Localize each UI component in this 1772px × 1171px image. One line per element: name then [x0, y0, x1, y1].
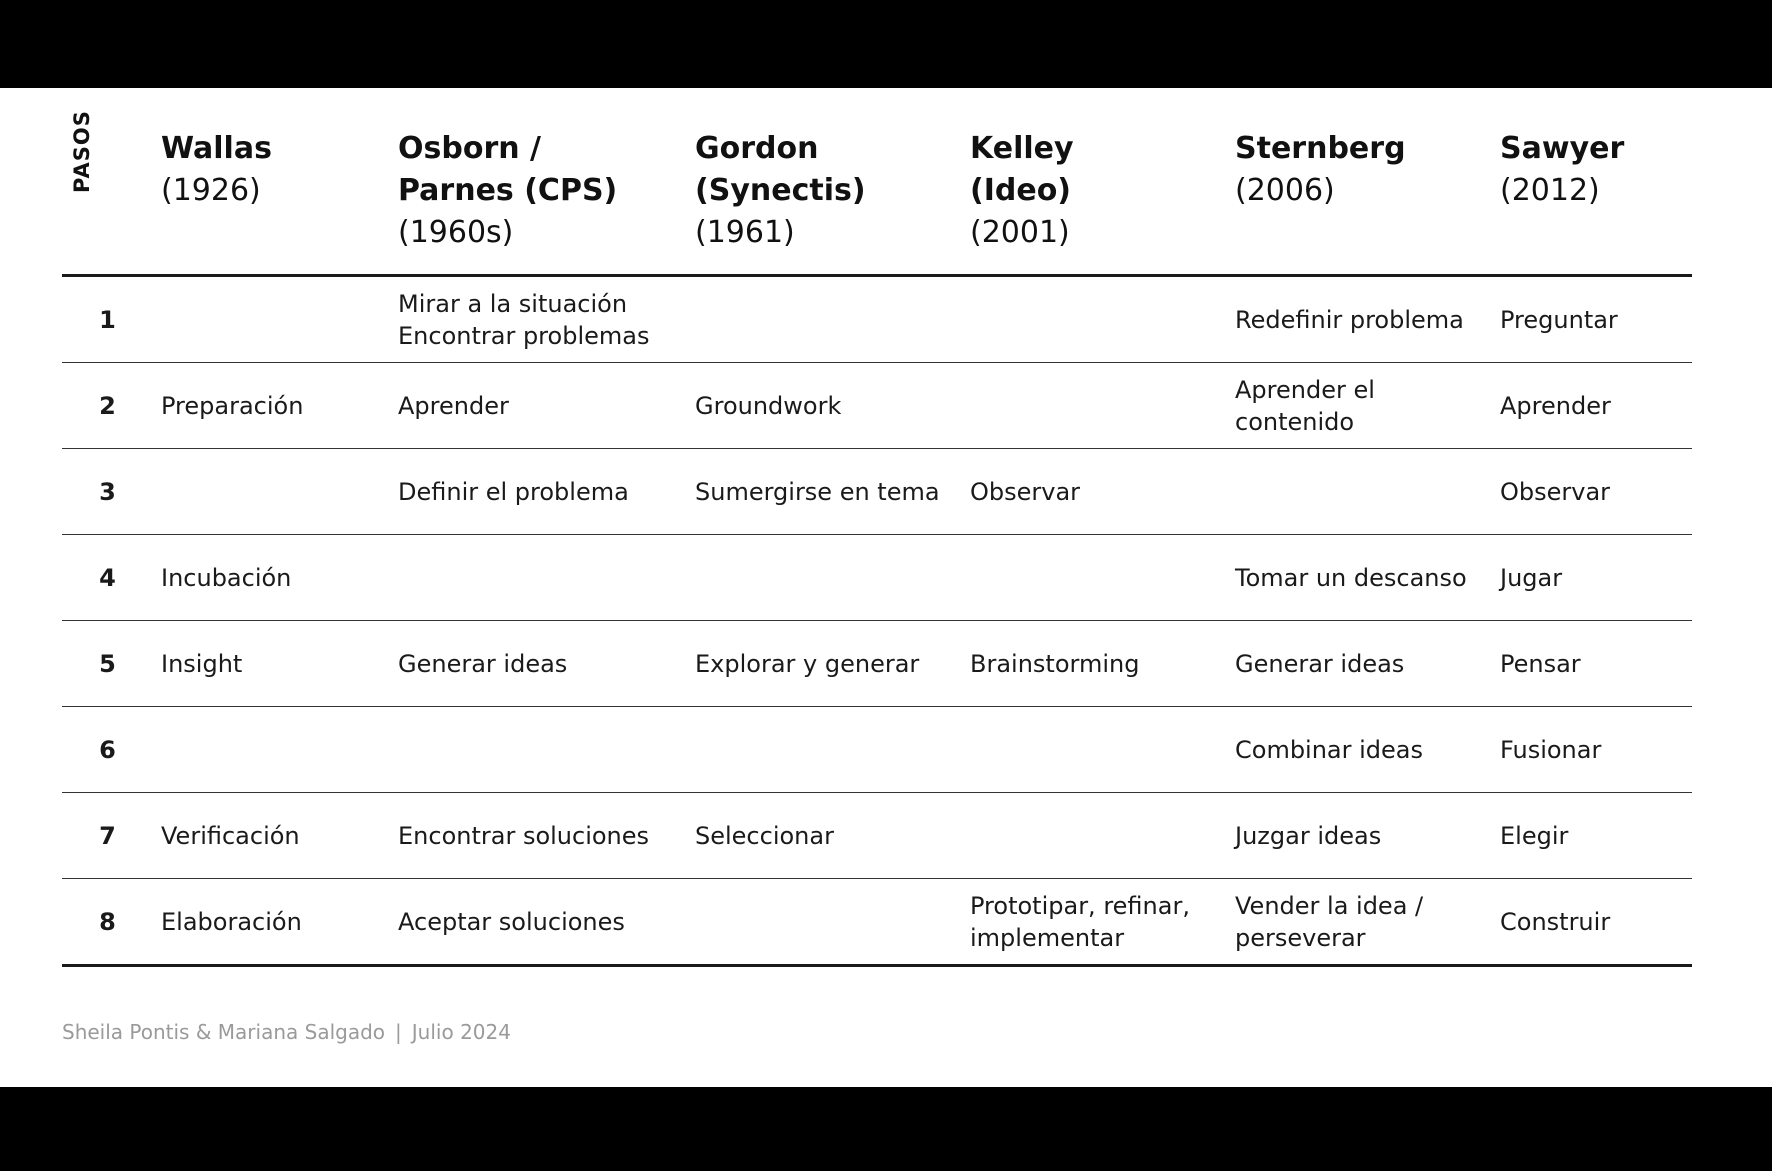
- author-header-wallas: [161, 128, 398, 276]
- table-row: [62, 363, 1692, 449]
- step-number: 5: [62, 621, 161, 707]
- table-cell: Preparación: [161, 363, 398, 449]
- table-cell: Juzgar ideas: [1235, 793, 1500, 879]
- table-cell: Tomar un descanso: [1235, 535, 1500, 621]
- footer-separator: |: [395, 1020, 402, 1044]
- table-cell: Observar: [970, 449, 1235, 535]
- author-year: (1961): [695, 215, 795, 250]
- table-cell: Sumergirse en tema: [695, 449, 970, 535]
- table-cell: Brainstorming: [970, 621, 1235, 707]
- step-number: 1: [62, 276, 161, 363]
- table-cell: [695, 535, 970, 621]
- table-cell: Insight: [161, 621, 398, 707]
- table-cell: [161, 276, 398, 363]
- table-cell: Construir: [1500, 879, 1692, 966]
- table-cell: Pensar: [1500, 621, 1692, 707]
- table-cell: [970, 276, 1235, 363]
- table-cell: [398, 707, 695, 793]
- table-row: [62, 535, 1692, 621]
- author-year: (2006): [1235, 173, 1335, 208]
- footer-authors: Sheila Pontis & Mariana Salgado: [62, 1020, 386, 1044]
- table-row: [62, 621, 1692, 707]
- table-row: [62, 449, 1692, 535]
- author-name: Kelley (Ideo): [970, 131, 1074, 208]
- table-cell: Definir el problema: [398, 449, 695, 535]
- step-number: 7: [62, 793, 161, 879]
- table-cell: [695, 707, 970, 793]
- table-cell: Prototipar, refinar, implementar: [970, 879, 1235, 966]
- footer-date: Julio 2024: [411, 1020, 511, 1044]
- document-page: [0, 88, 1772, 1087]
- table-cell: Elaboración: [161, 879, 398, 966]
- table-cell: Groundwork: [695, 363, 970, 449]
- table-cell: Fusionar: [1500, 707, 1692, 793]
- creative-process-steps-table: [62, 110, 1692, 967]
- table-cell: Aprender: [1500, 363, 1692, 449]
- author-year: (2012): [1500, 173, 1600, 208]
- author-year: (2001): [970, 215, 1070, 250]
- author-header-kelley: [970, 128, 1235, 276]
- bottom-black-bar: [0, 1087, 1772, 1171]
- table-cell: [970, 793, 1235, 879]
- top-black-bar: [0, 0, 1772, 88]
- table-cell: Combinar ideas: [1235, 707, 1500, 793]
- table-cell: Generar ideas: [1235, 621, 1500, 707]
- step-number: 6: [62, 707, 161, 793]
- author-header-gordon: [695, 128, 970, 276]
- step-number: 2: [62, 363, 161, 449]
- step-number: 8: [62, 879, 161, 966]
- table-cell: Observar: [1500, 449, 1692, 535]
- table-cell: Seleccionar: [695, 793, 970, 879]
- table-cell: Generar ideas: [398, 621, 695, 707]
- footer-credit: [62, 1020, 511, 1044]
- table-cell: Verificación: [161, 793, 398, 879]
- header-row: [62, 128, 1692, 276]
- table-cell: [970, 707, 1235, 793]
- author-year: (1960s): [398, 215, 514, 250]
- table-row: [62, 707, 1692, 793]
- step-number: 3: [62, 449, 161, 535]
- author-name: Gordon (Synectis): [695, 131, 866, 208]
- table-cell: Elegir: [1500, 793, 1692, 879]
- table-cell: Vender la idea / perseverar: [1235, 879, 1500, 966]
- author-name: Wallas: [161, 131, 272, 166]
- author-name: Osborn / Parnes (CPS): [398, 131, 618, 208]
- table-cell: [695, 879, 970, 966]
- table-cell: [970, 363, 1235, 449]
- table-row: [62, 793, 1692, 879]
- table-cell: [695, 276, 970, 363]
- pasos-header: [62, 110, 161, 276]
- pasos-label: PASOS: [70, 110, 94, 193]
- table-cell: [970, 535, 1235, 621]
- author-header-sawyer: [1500, 128, 1692, 276]
- table-cell: Encontrar soluciones: [398, 793, 695, 879]
- table-cell: Preguntar: [1500, 276, 1692, 363]
- table-cell: Explorar y generar: [695, 621, 970, 707]
- author-name: Sternberg: [1235, 131, 1406, 166]
- table-cell: [161, 449, 398, 535]
- table-cell: [398, 535, 695, 621]
- table-cell: Aceptar soluciones: [398, 879, 695, 966]
- author-year: (1926): [161, 173, 261, 208]
- table-cell: Redefinir problema: [1235, 276, 1500, 363]
- table-cell: Jugar: [1500, 535, 1692, 621]
- author-name: Sawyer: [1500, 131, 1625, 166]
- table-cell: [1235, 449, 1500, 535]
- author-header-osborn-parnes: [398, 128, 695, 276]
- table-cell: Aprender el contenido: [1235, 363, 1500, 449]
- table-cell: [161, 707, 398, 793]
- author-header-sternberg: [1235, 128, 1500, 276]
- step-number: 4: [62, 535, 161, 621]
- table-cell: Incubación: [161, 535, 398, 621]
- table-cell: Aprender: [398, 363, 695, 449]
- table-row: [62, 879, 1692, 966]
- table-cell: Mirar a la situación Encontrar problemas: [398, 276, 695, 363]
- table-row: [62, 276, 1692, 363]
